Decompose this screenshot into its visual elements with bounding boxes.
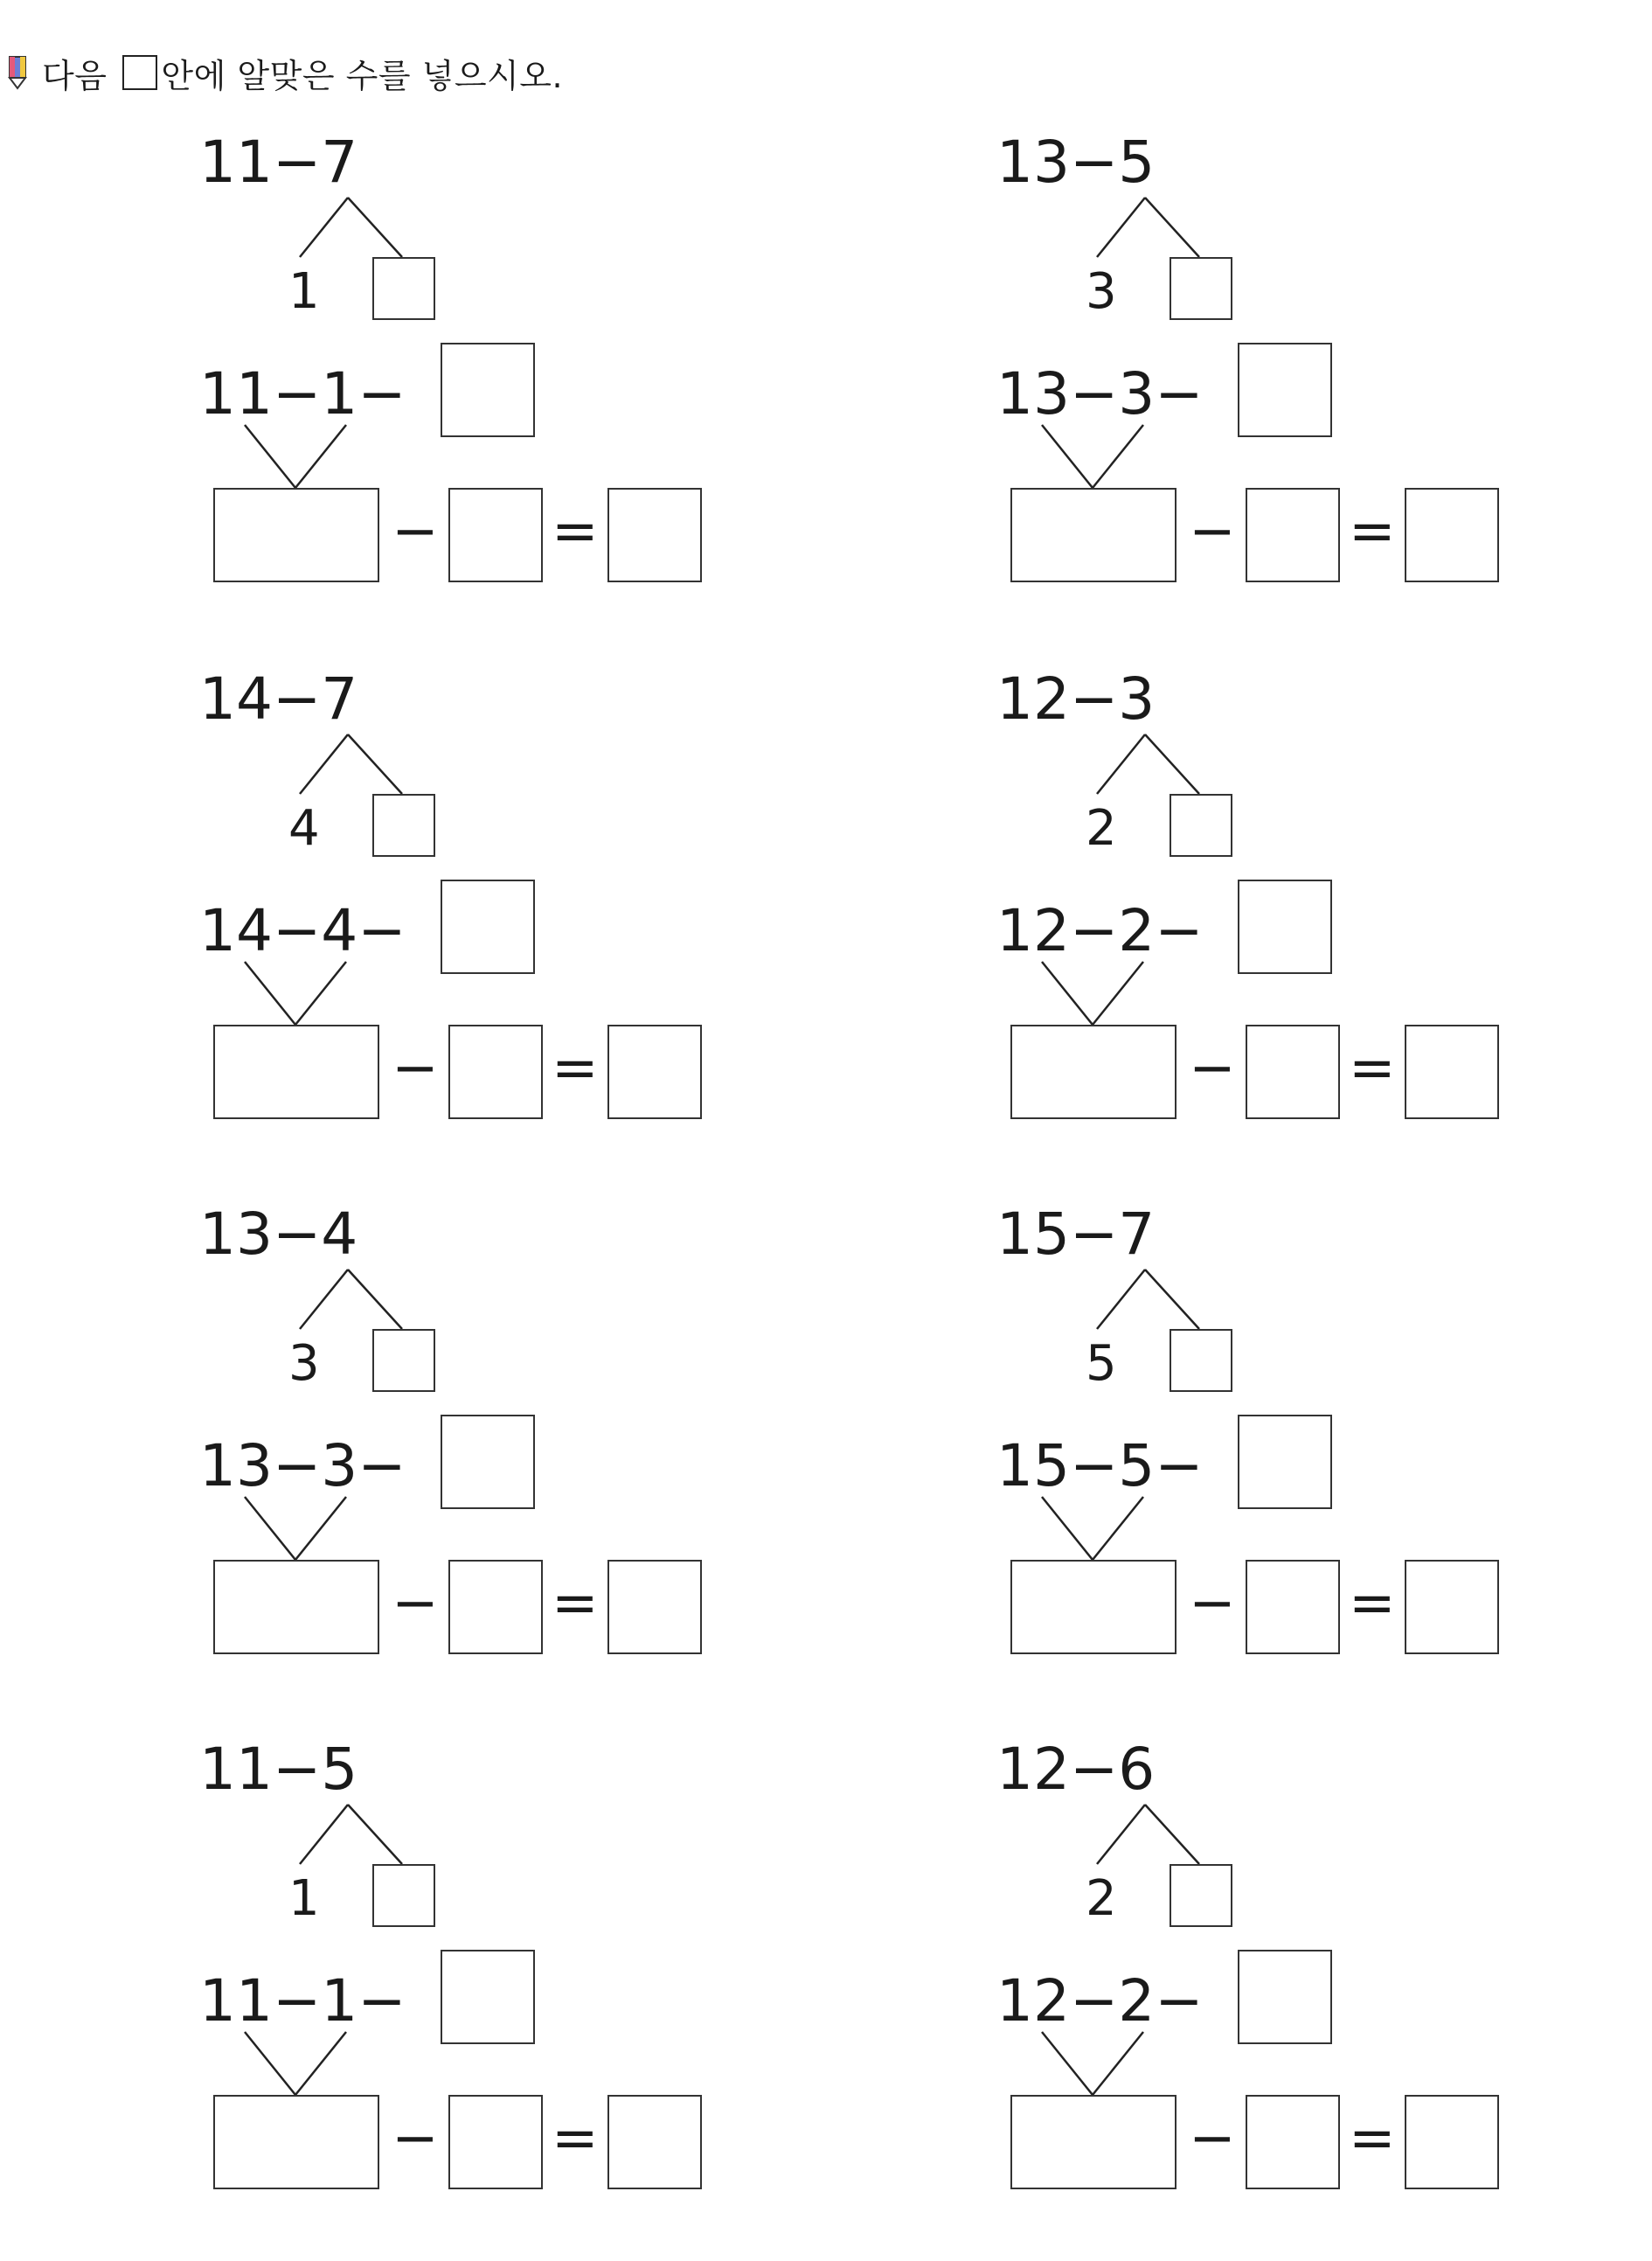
- split-line-right: [1145, 734, 1199, 794]
- subtrahend-box[interactable]: [448, 488, 543, 582]
- subtrahend-box[interactable]: [1246, 1025, 1340, 1119]
- split-line-right: [1145, 1270, 1199, 1329]
- step-expression: 11−1−: [199, 360, 406, 428]
- split-answer-box[interactable]: [372, 257, 435, 320]
- split-line-right: [348, 1270, 402, 1329]
- split-answer-box[interactable]: [1170, 257, 1232, 320]
- equals-sign: =: [552, 2106, 599, 2171]
- problem-expression: 14−7: [199, 665, 358, 733]
- group-line-left: [1042, 962, 1093, 1025]
- final-answer-box[interactable]: [607, 2095, 702, 2189]
- group-line-right: [295, 962, 346, 1025]
- final-answer-box[interactable]: [607, 1025, 702, 1119]
- problem-card: [199, 666, 986, 1191]
- final-answer-box[interactable]: [1405, 1560, 1499, 1654]
- step-answer-box[interactable]: [441, 343, 535, 437]
- minus-sign: −: [392, 499, 439, 564]
- minus-sign: −: [1189, 499, 1236, 564]
- split-line-right: [1145, 198, 1199, 257]
- step-expression: 13−3−: [996, 360, 1204, 428]
- step-answer-box[interactable]: [1238, 343, 1332, 437]
- split-line-left: [300, 198, 348, 257]
- equals-sign: =: [1349, 2106, 1396, 2171]
- problem-expression: 11−5: [199, 1736, 358, 1803]
- split-answer-box[interactable]: [372, 1329, 435, 1392]
- split-line-left: [1097, 734, 1145, 794]
- instruction-suffix: 안에 알맞은 수를 넣으시오.: [161, 56, 564, 95]
- equals-sign: =: [1349, 499, 1396, 564]
- instruction-prefix: 다음: [42, 56, 108, 95]
- equals-sign: =: [552, 499, 599, 564]
- group-line-left: [1042, 1497, 1093, 1560]
- problem-expression: 13−4: [199, 1200, 358, 1268]
- split-answer-box[interactable]: [1170, 794, 1232, 857]
- subtrahend-box[interactable]: [448, 1025, 543, 1119]
- instruction: [7, 51, 563, 94]
- equals-sign: =: [552, 1571, 599, 1636]
- group-line-right: [1093, 2032, 1143, 2095]
- step-expression: 15−5−: [996, 1432, 1204, 1499]
- problem-expression: 13−5: [996, 129, 1156, 196]
- split-given-number: 3: [1086, 263, 1117, 320]
- split-given-number: 3: [288, 1335, 320, 1392]
- split-line-left: [1097, 198, 1145, 257]
- split-line-left: [1097, 1805, 1145, 1864]
- subtrahend-box[interactable]: [1246, 2095, 1340, 2189]
- minus-sign: −: [392, 1571, 439, 1636]
- step-answer-box[interactable]: [1238, 1950, 1332, 2044]
- result-box-wide[interactable]: [213, 2095, 379, 2189]
- minus-sign: −: [392, 1036, 439, 1101]
- step-expression: 14−4−: [199, 897, 406, 964]
- split-line-left: [300, 734, 348, 794]
- instruction-box-glyph: [122, 55, 157, 90]
- subtrahend-box[interactable]: [1246, 488, 1340, 582]
- minus-sign: −: [392, 2106, 439, 2171]
- equals-sign: =: [1349, 1571, 1396, 1636]
- group-line-left: [245, 1497, 295, 1560]
- group-line-left: [245, 425, 295, 488]
- result-box-wide[interactable]: [1010, 1560, 1177, 1654]
- split-given-number: 2: [1086, 800, 1117, 857]
- split-line-right: [348, 198, 402, 257]
- problem-card: [199, 129, 986, 654]
- group-line-right: [295, 1497, 346, 1560]
- problem-card: [199, 1736, 986, 2261]
- minus-sign: −: [1189, 1036, 1236, 1101]
- split-given-number: 1: [288, 1870, 320, 1927]
- split-line-right: [348, 1805, 402, 1864]
- equals-sign: =: [1349, 1036, 1396, 1101]
- subtrahend-box[interactable]: [448, 2095, 543, 2189]
- problem-expression: 15−7: [996, 1200, 1156, 1268]
- group-line-right: [1093, 1497, 1143, 1560]
- step-expression: 12−2−: [996, 1967, 1204, 2035]
- pencil-icon: [7, 55, 28, 90]
- final-answer-box[interactable]: [1405, 1025, 1499, 1119]
- split-given-number: 1: [288, 263, 320, 320]
- group-line-right: [1093, 962, 1143, 1025]
- split-line-right: [1145, 1805, 1199, 1864]
- split-answer-box[interactable]: [372, 794, 435, 857]
- step-answer-box[interactable]: [1238, 1415, 1332, 1509]
- split-line-left: [300, 1270, 348, 1329]
- split-line-left: [1097, 1270, 1145, 1329]
- step-expression: 11−1−: [199, 1967, 406, 2035]
- final-answer-box[interactable]: [607, 1560, 702, 1654]
- problem-expression: 12−6: [996, 1736, 1156, 1803]
- equals-sign: =: [552, 1036, 599, 1101]
- step-answer-box[interactable]: [441, 1415, 535, 1509]
- final-answer-box[interactable]: [1405, 2095, 1499, 2189]
- step-answer-box[interactable]: [441, 880, 535, 974]
- split-answer-box[interactable]: [1170, 1329, 1232, 1392]
- step-expression: 12−2−: [996, 897, 1204, 964]
- split-answer-box[interactable]: [1170, 1864, 1232, 1927]
- split-given-number: 2: [1086, 1870, 1117, 1927]
- problem-card: [996, 666, 1652, 1191]
- result-box-wide[interactable]: [213, 1560, 379, 1654]
- group-line-left: [245, 962, 295, 1025]
- final-answer-box[interactable]: [1405, 488, 1499, 582]
- group-line-left: [245, 2032, 295, 2095]
- split-given-number: 5: [1086, 1335, 1117, 1392]
- problem-expression: 11−7: [199, 129, 358, 196]
- split-line-right: [348, 734, 402, 794]
- subtrahend-box[interactable]: [1246, 1560, 1340, 1654]
- problem-card: [996, 1736, 1652, 2261]
- split-given-number: 4: [288, 800, 320, 857]
- group-line-left: [1042, 425, 1093, 488]
- group-line-right: [1093, 425, 1143, 488]
- group-line-left: [1042, 2032, 1093, 2095]
- minus-sign: −: [1189, 1571, 1236, 1636]
- split-line-left: [300, 1805, 348, 1864]
- problem-expression: 12−3: [996, 665, 1156, 733]
- step-expression: 13−3−: [199, 1432, 406, 1499]
- problem-card: [199, 1201, 986, 1726]
- result-box-wide[interactable]: [1010, 2095, 1177, 2189]
- subtrahend-box[interactable]: [448, 1560, 543, 1654]
- minus-sign: −: [1189, 2106, 1236, 2171]
- result-box-wide[interactable]: [213, 1025, 379, 1119]
- step-answer-box[interactable]: [1238, 880, 1332, 974]
- problem-card: [996, 1201, 1652, 1726]
- group-line-right: [295, 2032, 346, 2095]
- split-answer-box[interactable]: [372, 1864, 435, 1927]
- step-answer-box[interactable]: [441, 1950, 535, 2044]
- problem-card: [996, 129, 1652, 654]
- result-box-wide[interactable]: [1010, 1025, 1177, 1119]
- final-answer-box[interactable]: [607, 488, 702, 582]
- result-box-wide[interactable]: [1010, 488, 1177, 582]
- result-box-wide[interactable]: [213, 488, 379, 582]
- group-line-right: [295, 425, 346, 488]
